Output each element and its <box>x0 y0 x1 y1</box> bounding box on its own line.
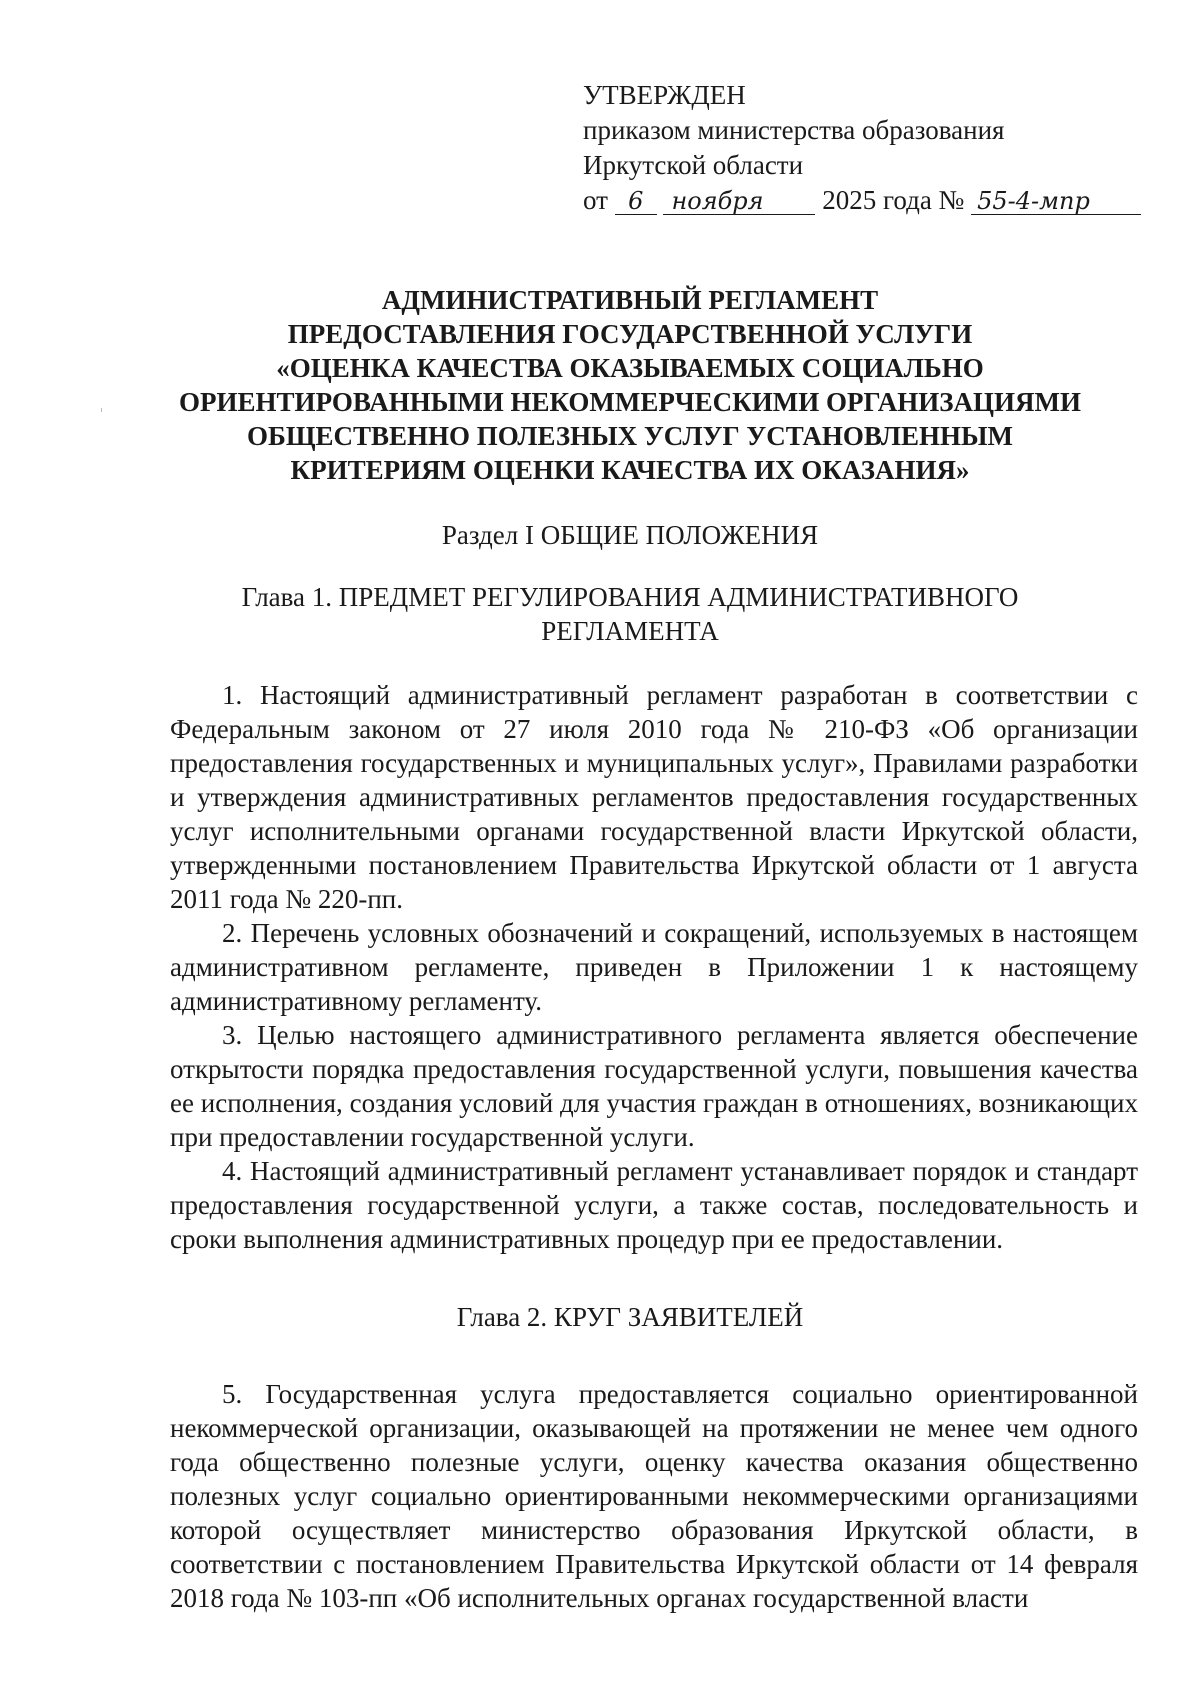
paragraph: 4. Настоящий административный регламент устанавливает порядок и стандарт предоставления государственной услуги, а также состав, последовательность и сроки выполнения административных процедур при ее предоставлении. <box>170 1156 1138 1254</box>
paragraph: 5. Государственная услуга предоставляется социально ориентированной некоммерческой организации, оказывающей на протяжении не менее чем одного года общественно полезные услуги, оценку качества оказания общественно полезных услуг социально ориентированными некоммерческими организациями которой осуществляет министерство образования Иркутской области, в соответствии с постановлением Правительства Иркутской области от 14 февраля 2018 года № 103-пп «Об исполнительных органах государственной власти <box>170 1379 1138 1613</box>
approval-region: Иркутской области <box>583 150 804 180</box>
chapter-heading-line: РЕГЛАМЕНТА <box>541 616 719 646</box>
handwritten-day: 6 <box>615 188 657 215</box>
approval-heading: УТВЕРЖДЕН <box>583 80 746 110</box>
paragraph: 2. Перечень условных обозначений и сокращений, используемых в настоящем административном регламенте, приведен в Приложении 1 к настоящему административному регламенту. <box>170 918 1138 1016</box>
approval-date-line <box>583 183 1143 218</box>
title-line: ОРИЕНТИРОВАННЫМИ НЕКОММЕРЧЕСКИМИ ОРГАНИЗАЦИЯМИ <box>179 387 1081 417</box>
approval-stamp-block <box>583 78 1143 218</box>
chapter-1-body <box>170 678 1138 1256</box>
chapter-heading-line: Глава 1. ПРЕДМЕТ РЕГУЛИРОВАНИЯ АДМИНИСТРАТИВНОГО <box>241 582 1019 612</box>
approval-from-label: от <box>583 185 608 215</box>
scan-artifact <box>101 408 102 412</box>
handwritten-order-number: 55-4-мпр <box>971 188 1141 215</box>
paragraph: 3. Целью настоящего административного регламента является обеспечение открытости порядка предоставления государственной услуги, повышения качества ее исполнения, создания условий для участия граждан в отношениях, возникающих при предоставлении государственной услуги. <box>170 1020 1138 1152</box>
title-line: КРИТЕРИЯМ ОЦЕНКИ КАЧЕСТВА ИХ ОКАЗАНИЯ» <box>290 455 970 485</box>
chapter-1-heading <box>150 580 1110 648</box>
approval-by-order: приказом министерства образования <box>583 115 1005 145</box>
title-line: ОБЩЕСТВЕННО ПОЛЕЗНЫХ УСЛУГ УСТАНОВЛЕННЫМ <box>246 421 1013 451</box>
title-line: АДМИНИСТРАТИВНЫЙ РЕГЛАМЕНТ <box>381 285 879 315</box>
handwritten-month: ноября <box>663 188 815 215</box>
paragraph: 1. Настоящий административный регламент разработан в соответствии с Федеральным законом от 27 июля 2010 года № 210-ФЗ «Об организации предоставления государственных и муниципальных услуг», Правилами разработки и утверждения административных регламентов предоставления государственных услуг исполнительными органами государственной власти Иркутской области, утвержденными постановлением Правительства Иркутской области от 1 августа 2011 года № 220-пп. <box>170 680 1138 914</box>
approval-year-text: 2025 года № <box>822 185 965 215</box>
document-title <box>150 283 1110 487</box>
title-line: «ОЦЕНКА КАЧЕСТВА ОКАЗЫВАЕМЫХ СОЦИАЛЬНО <box>276 353 984 383</box>
section-heading: Раздел I ОБЩИЕ ПОЛОЖЕНИЯ <box>441 520 819 550</box>
chapter-2-body <box>170 1377 1138 1615</box>
chapter-2-heading: Глава 2. КРУГ ЗАЯВИТЕЛЕЙ <box>456 1302 804 1332</box>
title-line: ПРЕДОСТАВЛЕНИЯ ГОСУДАРСТВЕННОЙ УСЛУГИ <box>287 319 973 349</box>
